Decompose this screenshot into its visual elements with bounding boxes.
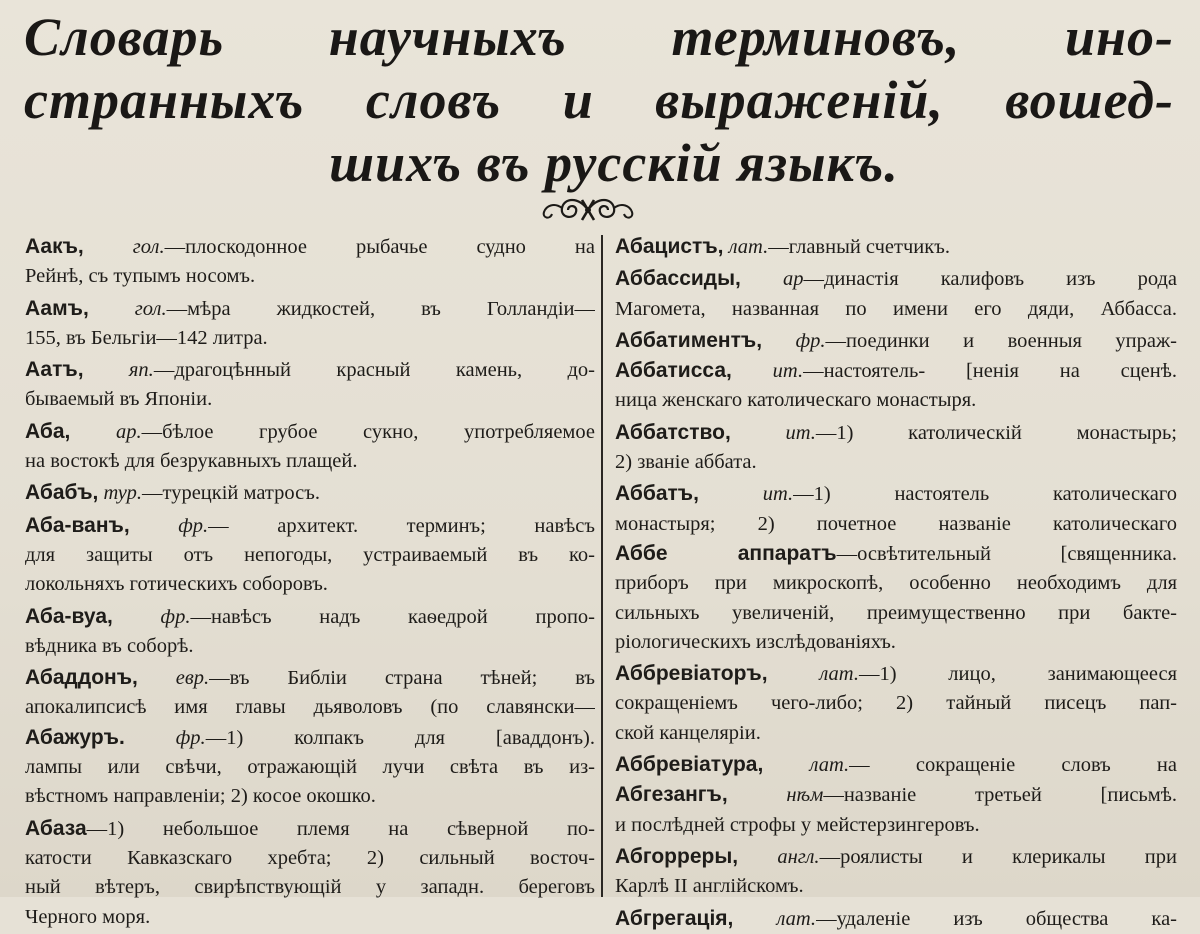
entry-text: —1) католическій монастырь; bbox=[815, 421, 1177, 444]
page-title bbox=[24, 6, 1174, 195]
entry-line bbox=[25, 294, 595, 324]
entry-text: Рейнѣ, съ тупымъ носомъ. bbox=[25, 265, 256, 288]
entry-line bbox=[25, 511, 595, 541]
entry-language: ар. bbox=[115, 420, 142, 443]
entry-headword: Аббе аппаратъ bbox=[615, 541, 837, 565]
entry-language: ит. bbox=[762, 483, 794, 506]
entry-line bbox=[615, 872, 1177, 901]
entry-line bbox=[25, 602, 595, 632]
entry-line bbox=[25, 632, 595, 661]
entry-text: —бѣлое грубое сукно, употребляемое bbox=[141, 420, 595, 443]
entry-text: ріологическихъ изслѣдованіяхъ. bbox=[615, 630, 896, 653]
entry-line bbox=[615, 418, 1177, 448]
entry-language: ит. bbox=[785, 421, 816, 444]
entry-line bbox=[615, 232, 1177, 262]
entry-text: —въ Библіи страна тѣней; въ bbox=[209, 667, 595, 690]
entry-text: —настоятель- [ненія на сценѣ. bbox=[803, 360, 1177, 383]
entry-headword: Аббатство, bbox=[615, 420, 731, 444]
entry-headword: Аббатиментъ, bbox=[615, 328, 763, 352]
entry-line bbox=[615, 479, 1177, 509]
entry-headword: Абацистъ, bbox=[615, 235, 724, 258]
entry-language: ар bbox=[782, 268, 804, 291]
entry-text: 155, въ Бельгіи—142 литра. bbox=[25, 326, 268, 349]
entry-headword: Аамъ, bbox=[25, 296, 89, 320]
entry-language: тур. bbox=[103, 482, 143, 505]
entry-headword: Аакъ, bbox=[25, 235, 84, 258]
entry-text: —роялисты и клерикалы при bbox=[819, 845, 1177, 868]
entry-line bbox=[615, 842, 1177, 872]
entry-text: ской канцеляріи. bbox=[615, 721, 761, 744]
entry-headword: Абгрегація, bbox=[615, 906, 734, 930]
entry-line bbox=[615, 539, 1177, 569]
entry-language: фр. bbox=[795, 329, 826, 352]
entry-text: —освѣтительный [священника. bbox=[836, 542, 1177, 565]
entry-text: вѣстномъ направленіи; 2) косое окошко. bbox=[25, 785, 376, 808]
entry-headword: Аббревіатура, bbox=[615, 753, 764, 777]
entry-text: —драгоцѣнный красный камень, до- bbox=[153, 359, 595, 382]
entry-line bbox=[25, 753, 595, 782]
entry-text: ница женскаго католическаго монастыря. bbox=[615, 389, 977, 412]
entry-headword: Аба-вуа, bbox=[25, 604, 113, 628]
entry-text: бываемый въ Японіи. bbox=[25, 388, 213, 411]
entry-line bbox=[615, 599, 1177, 628]
entry-text: ный вѣтеръ, свирѣпствующій у западн. береговъ bbox=[25, 876, 595, 899]
entry-headword: Аатъ, bbox=[25, 358, 84, 382]
entry-text: лампы или свѣчи, отражающій лучи свѣта въ из- bbox=[25, 756, 595, 779]
entry-text: катости Кавказскаго хребта; 2) сильный восточ- bbox=[25, 846, 595, 869]
entry-line bbox=[25, 693, 595, 722]
entry-line bbox=[615, 811, 1177, 840]
entry-language: лат. bbox=[776, 907, 817, 930]
entry-line bbox=[25, 814, 595, 844]
entry-headword: Абажуръ. bbox=[25, 725, 125, 749]
entry-headword: Аба, bbox=[25, 419, 71, 443]
entry-line bbox=[25, 324, 595, 353]
entry-language: гол. bbox=[134, 297, 167, 320]
column-divider bbox=[601, 235, 603, 897]
entry-text: монастыря; 2) почетное названіе католическаго bbox=[615, 512, 1177, 535]
entry-line bbox=[25, 385, 595, 414]
entry-text: и послѣдней строфы у мейстерзингеровъ. bbox=[615, 813, 980, 836]
entry-line bbox=[25, 723, 595, 753]
entry-text: для защиты отъ непогоды, устраиваемый въ ко- bbox=[25, 543, 595, 566]
right-column bbox=[615, 232, 1177, 934]
entry-line bbox=[615, 689, 1177, 718]
entry-line bbox=[25, 903, 595, 932]
entry-line bbox=[615, 326, 1177, 356]
entry-line bbox=[615, 295, 1177, 324]
entry-text: Карлѣ II англійскомъ. bbox=[615, 875, 804, 898]
entry-text: Черного моря. bbox=[25, 905, 151, 928]
left-column bbox=[25, 232, 595, 932]
entry-line bbox=[25, 355, 595, 385]
entry-line bbox=[615, 904, 1177, 934]
entry-line bbox=[615, 628, 1177, 657]
entry-text: —плоскодонное рыбачье судно на bbox=[164, 236, 595, 258]
entry-text: —династія калифовъ изъ рода bbox=[803, 268, 1177, 291]
title-line: шихъ въ русскій языкъ. bbox=[329, 133, 899, 193]
entry-text: —1) настоятель католическаго bbox=[793, 483, 1177, 506]
entry-line bbox=[25, 478, 595, 508]
entry-text: приборъ при микроскопѣ, особенно необходимъ для bbox=[615, 572, 1177, 595]
entry-line bbox=[25, 873, 595, 902]
entry-text: —турецкій матросъ. bbox=[142, 482, 320, 505]
entry-text: Магомета, названная по имени его дяди, Аббасса. bbox=[615, 297, 1177, 320]
entry-line bbox=[25, 232, 595, 262]
entry-line bbox=[615, 719, 1177, 748]
entry-line bbox=[615, 386, 1177, 415]
entry-line bbox=[615, 264, 1177, 294]
entry-text: —главный счетчикъ. bbox=[768, 236, 950, 258]
entry-text: на востокѣ для безрукавныхъ плащей. bbox=[25, 450, 358, 473]
entry-headword: Абаза bbox=[25, 816, 87, 840]
entry-language: яп. bbox=[128, 359, 154, 382]
entry-line bbox=[615, 510, 1177, 539]
entry-line bbox=[615, 750, 1177, 780]
entry-language: лат. bbox=[728, 236, 769, 258]
entry-headword: Абабъ, bbox=[25, 481, 99, 505]
entry-language: ит. bbox=[772, 360, 804, 383]
entry-text: —навѣсъ надъ каѳедрой пропо- bbox=[190, 605, 595, 628]
entry-text: сокращеніемъ чего-либо; 2) тайный писецъ пап- bbox=[615, 692, 1177, 715]
entry-line bbox=[25, 844, 595, 873]
entry-headword: Абгорреры, bbox=[615, 844, 739, 868]
entry-line bbox=[25, 782, 595, 811]
entry-line bbox=[25, 447, 595, 476]
entry-language: лат. bbox=[809, 754, 850, 777]
entry-line bbox=[25, 262, 595, 291]
entry-text: апокалипсисѣ имя главы дьяволовъ (по славянски— bbox=[25, 696, 595, 719]
entry-line bbox=[615, 448, 1177, 477]
entry-headword: Аббревіаторъ, bbox=[615, 662, 768, 686]
title-line: странныхъ словъ и выраженій, вошед- bbox=[24, 70, 1174, 130]
entry-text: —удаленіе изъ общества ка- bbox=[816, 907, 1177, 930]
title-line: Словарь научныхъ терминовъ, ино- bbox=[24, 7, 1174, 67]
entry-text: вѣдника въ соборѣ. bbox=[25, 634, 194, 657]
entry-line bbox=[615, 780, 1177, 810]
entry-text: сильныхъ увеличеній, преимущественно при бакте- bbox=[615, 601, 1177, 624]
entry-text: 2) званіе аббата. bbox=[615, 451, 757, 474]
entry-headword: Аббассиды, bbox=[615, 267, 741, 291]
entry-language: фр. bbox=[178, 514, 209, 537]
entry-line bbox=[615, 356, 1177, 386]
entry-text: —мѣра жидкостей, въ Голландіи— bbox=[166, 297, 595, 320]
entry-text: —1) лицо, занимающееся bbox=[858, 663, 1177, 686]
entry-line bbox=[615, 659, 1177, 689]
flourish-ornament-icon bbox=[538, 190, 638, 230]
entry-language: гол. bbox=[132, 236, 165, 258]
entry-headword: Абгезангъ, bbox=[615, 783, 728, 807]
entry-language: фр. bbox=[160, 605, 191, 628]
entry-text: —1) колпакъ для [аваддонъ). bbox=[205, 726, 595, 749]
entry-line bbox=[25, 663, 595, 693]
entry-headword: Аба-ванъ, bbox=[25, 513, 130, 537]
entry-text: —названіе третьей [письмѣ. bbox=[823, 784, 1177, 807]
entry-text: — сокращеніе словъ на bbox=[849, 754, 1177, 777]
entry-text: —поединки и военныя упраж- bbox=[825, 329, 1177, 352]
entry-headword: Абаддонъ, bbox=[25, 666, 138, 690]
entry-language: англ. bbox=[777, 845, 820, 868]
entry-line bbox=[25, 541, 595, 570]
entry-text: локольняхъ готическихъ соборовъ. bbox=[25, 573, 328, 596]
entry-language: нѣм bbox=[786, 784, 824, 807]
entry-line bbox=[25, 417, 595, 447]
entry-line bbox=[25, 570, 595, 599]
entry-language: фр. bbox=[175, 726, 206, 749]
entry-headword: Аббатъ, bbox=[615, 482, 699, 506]
entry-headword: Аббатисса, bbox=[615, 359, 732, 383]
entry-text: —1) небольшое племя на сѣверной по- bbox=[86, 817, 595, 840]
entry-language: лат. bbox=[819, 663, 859, 686]
entry-language: евр. bbox=[175, 667, 210, 690]
entry-line bbox=[615, 569, 1177, 598]
entry-text: — архитект. терминъ; навѣсъ bbox=[208, 514, 595, 537]
